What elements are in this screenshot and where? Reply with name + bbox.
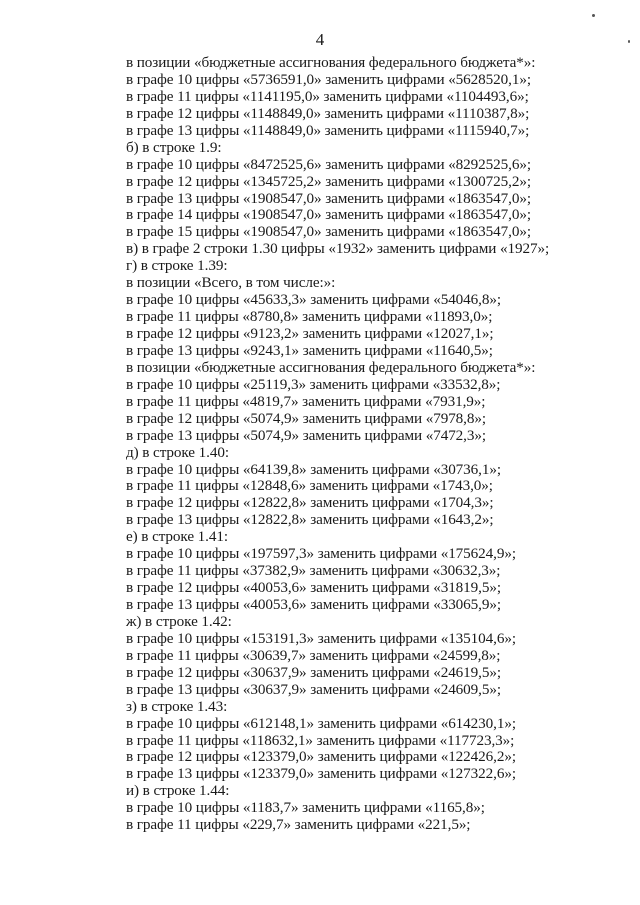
text-line: е) в строке 1.41: [126, 528, 228, 546]
text-line: в графе 13 цифры «30637,9» заменить цифрами «24609,5»; [126, 680, 501, 698]
text-line: в графе 10 цифры «64139,8» заменить цифрами «30736,1»; [126, 460, 501, 478]
text-line: в графе 13 цифры «40053,6» заменить цифрами «33065,9»; [126, 596, 501, 613]
scan-speck [628, 40, 630, 43]
text-line: в графе 12 цифры «5074,9» заменить цифрами «7978,8»; [126, 409, 486, 427]
text-line: в графе 13 цифры «9243,1» заменить цифрами «11640,5»; [126, 341, 493, 359]
page-number: 4 [315, 30, 325, 49]
text-line: в графе 11 цифры «118632,1» заменить цифрами «117723,3»; [126, 731, 515, 749]
text-line: в графе 10 цифры «197597,3» заменить цифрами «175624,9»; [126, 545, 516, 563]
text-line: г) в строке 1.39: [126, 257, 228, 275]
text-line: в графе 11 цифры «12848,6» заменить цифрами «1743,0»; [126, 477, 493, 495]
text-line: в графе 12 цифры «1148849,0» заменить цифрами «1110387,8»; [126, 104, 530, 122]
text-line: в графе 11 цифры «1141195,0» заменить цифрами «1104493,6»; [126, 87, 529, 105]
text-line: в графе 10 цифры «153191,3» заменить цифрами «135104,6»; [126, 629, 516, 647]
text-line: в графе 12 цифры «9123,2» заменить цифрами «12027,1»; [126, 325, 494, 342]
text-line: в графе 13 цифры «12822,8» заменить цифрами «1643,2»; [126, 511, 494, 529]
text-line: и) в строке 1.44: [126, 782, 230, 800]
text-line: в графе 10 цифры «1183,7» заменить цифрами «1165,8»; [126, 799, 485, 817]
text-line: в графе 13 цифры «1908547,0» заменить цифрами «1863547,0»; [126, 189, 531, 207]
text-line: в графе 14 цифры «1908547,0» заменить цифрами «1863547,0»; [126, 206, 531, 224]
text-line: з) в строке 1.43: [126, 697, 228, 715]
text-line: в графе 12 цифры «123379,0» заменить цифрами «122426,2»; [126, 748, 516, 766]
text-line: в позиции «бюджетные ассигнования федерального бюджета*»: [126, 54, 536, 71]
text-line: в графе 11 цифры «4819,7» заменить цифрами «7931,9»; [126, 392, 486, 410]
text-line: в графе 13 цифры «1148849,0» заменить цифрами «1115940,7»; [126, 121, 530, 139]
text-line: в графе 12 цифры «1345725,2» заменить цифрами «1300725,2»; [126, 172, 531, 190]
amendment-text [126, 55, 596, 834]
text-line: в графе 12 цифры «40053,6» заменить цифрами «31819,5»; [126, 579, 501, 597]
text-line: в графе 15 цифры «1908547,0» заменить цифрами «1863547,0»; [126, 223, 531, 241]
text-line: в позиции «бюджетные ассигнования федерального бюджета*»: [126, 358, 536, 376]
text-line: в графе 10 цифры «45633,3» заменить цифрами «54046,8»; [126, 291, 501, 309]
text-line: в графе 12 цифры «12822,8» заменить цифрами «1704,3»; [126, 494, 494, 512]
scan-speck [592, 14, 595, 17]
text-line: в графе 10 цифры «8472525,6» заменить цифрами «8292525,6»; [126, 155, 531, 173]
text-line: в графе 10 цифры «25119,3» заменить цифрами «33532,8»; [126, 375, 501, 393]
text-line: в графе 13 цифры «5074,9» заменить цифрами «7472,3»; [126, 426, 486, 444]
text-line: в графе 13 цифры «123379,0» заменить цифрами «127322,6»; [126, 765, 516, 783]
text-line: д) в строке 1.40: [126, 443, 229, 461]
text-line: в графе 12 цифры «30637,9» заменить цифрами «24619,5»; [126, 663, 501, 681]
text-line: в графе 11 цифры «8780,8» заменить цифрами «11893,0»; [126, 308, 493, 326]
text-line: ж) в строке 1.42: [126, 612, 232, 630]
text-line: в графе 11 цифры «37382,9» заменить цифрами «30632,3»; [126, 562, 501, 580]
text-line: в графе 10 цифры «5736591,0» заменить цифрами «5628520,1»; [126, 70, 531, 88]
text-line: в позиции «Всего, в том числе:»: [126, 274, 336, 292]
text-line: в графе 11 цифры «229,7» заменить цифрами «221,5»; [126, 816, 471, 834]
text-line: б) в строке 1.9: [126, 138, 222, 156]
text-line: в графе 10 цифры «612148,1» заменить цифрами «614230,1»; [126, 714, 516, 732]
text-line: в) в графе 2 строки 1.30 цифры «1932» заменить цифрами «1927»; [126, 240, 550, 258]
text-line: в графе 11 цифры «30639,7» заменить цифрами «24599,8»; [126, 646, 501, 664]
